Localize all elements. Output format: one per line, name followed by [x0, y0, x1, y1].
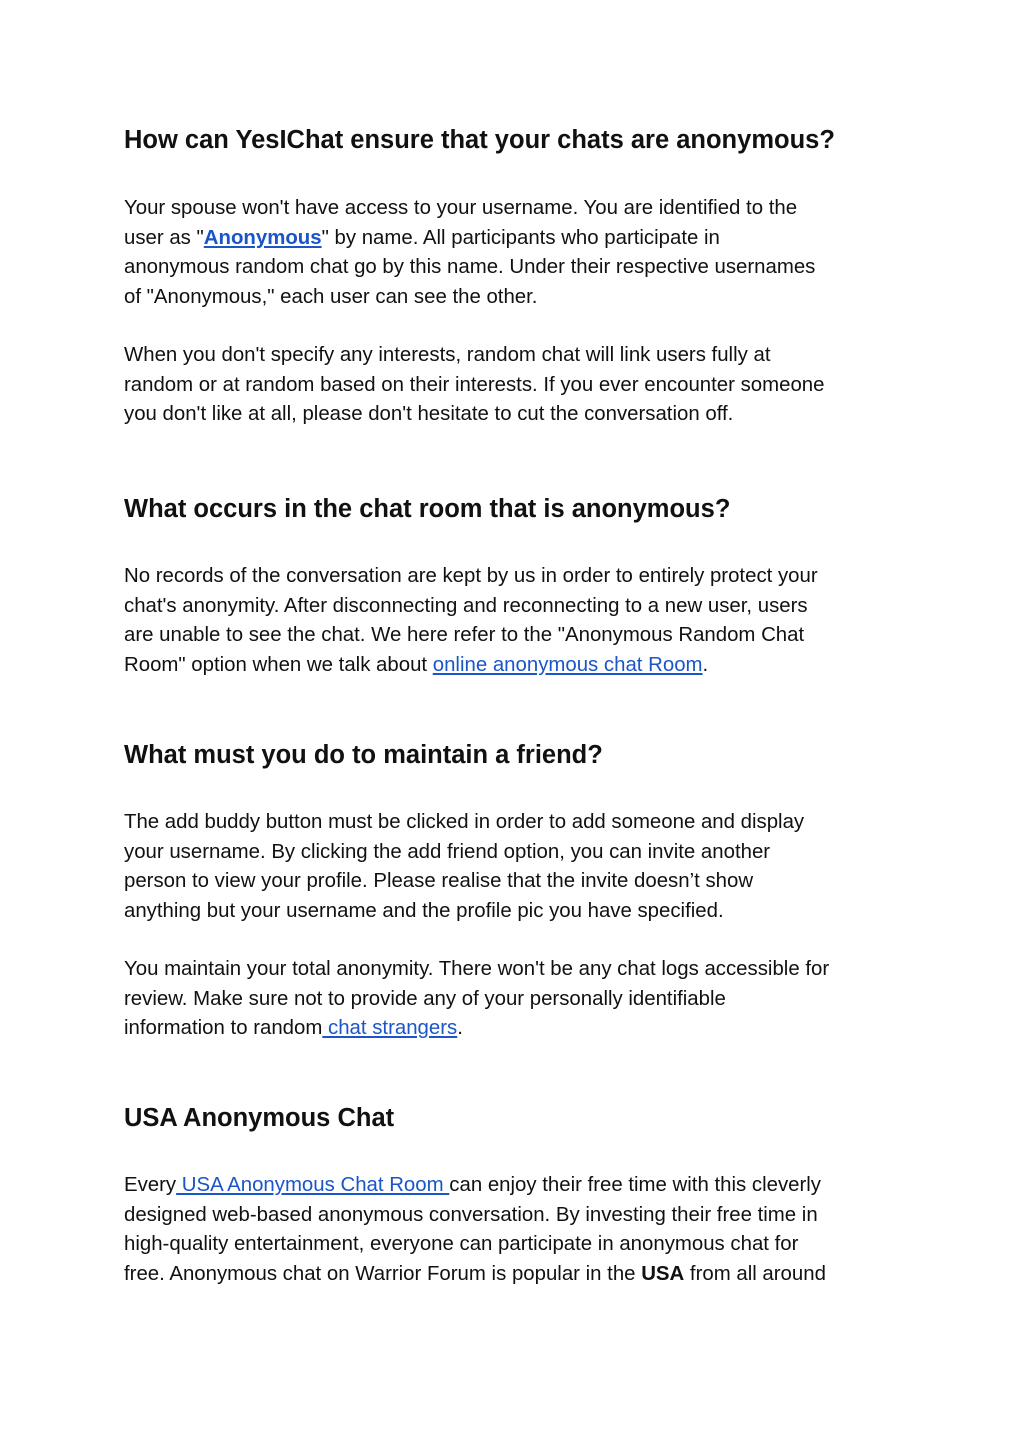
text-line: you don't like at all, please don't hesitate to cut the conversation off. [124, 403, 734, 425]
text-fragment: from all around [684, 1262, 826, 1285]
paragraph [124, 1171, 914, 1289]
paragraph [124, 194, 914, 312]
text-line: When you don't specify any interests, random chat will link users fully at [124, 344, 771, 366]
text-line: No records of the conversation are kept by us in order to entirely protect your [124, 565, 818, 587]
text-fragment: . [457, 1017, 463, 1039]
bold-text: USA [641, 1262, 685, 1285]
text-line: random or at random based on their interests. If you ever encounter someone [124, 373, 825, 396]
text-line [124, 1014, 914, 1044]
section-heading: What must you do to maintain a friend? [124, 741, 603, 769]
text-fragment: can enjoy their free time with this cleverly [449, 1174, 821, 1196]
paragraph [124, 955, 914, 1044]
text-line: You maintain your total anonymity. There won't be any chat logs accessible for [124, 958, 830, 980]
text-line: anything but your username and the profile pic you have specified. [124, 899, 724, 922]
text-fragment: . [702, 653, 709, 676]
anonymous-link[interactable]: Anonymous [203, 226, 322, 249]
section-heading: What occurs in the chat room that is anonymous? [124, 495, 731, 523]
paragraph [124, 562, 914, 680]
text-line: your username. By clicking the add friend option, you can invite another [124, 840, 771, 863]
text-line: Your spouse won't have access to your username. You are identified to the [124, 197, 798, 219]
section-heading: USA Anonymous Chat [124, 1104, 395, 1132]
section-heading: How can YesIChat ensure that your chats are anonymous? [124, 126, 835, 154]
text-line: are unable to see the chat. We here refer to the "Anonymous Random Chat [124, 624, 805, 646]
text-fragment: information to random [124, 1017, 323, 1039]
text-line: The add buddy button must be clicked in order to add someone and display [124, 811, 805, 833]
text-line [124, 224, 914, 254]
text-fragment: Every [124, 1174, 177, 1196]
text-line [124, 1171, 914, 1201]
paragraph [124, 341, 914, 430]
text-line: anonymous random chat go by this name. Under their respective usernames [124, 256, 816, 278]
text-line: review. Make sure not to provide any of your personally identifiable [124, 987, 726, 1010]
text-fragment: user as " [124, 226, 204, 249]
paragraph [124, 808, 914, 926]
text-fragment: " by name. All participants who participate in [321, 226, 720, 249]
text-line [124, 1260, 914, 1290]
online-anonymous-chat-room-link[interactable]: online anonymous chat Room [432, 653, 703, 676]
text-line: of "Anonymous," each user can see the other. [124, 285, 538, 308]
text-fragment: free. Anonymous chat on Warrior Forum is popular in the [124, 1262, 642, 1285]
usa-anonymous-chat-room-link[interactable]: USA Anonymous Chat Room [176, 1174, 450, 1196]
text-line: designed web-based anonymous conversation. By investing their free time in [124, 1203, 818, 1226]
text-fragment: Room" option when we talk about [124, 653, 433, 676]
chat-strangers-link[interactable]: chat strangers [322, 1017, 458, 1039]
text-line: person to view your profile. Please realise that the invite doesn’t show [124, 870, 754, 892]
text-line: high-quality entertainment, everyone can participate in anonymous chat for [124, 1233, 799, 1255]
text-line [124, 651, 914, 681]
text-line: chat's anonymity. After disconnecting and reconnecting to a new user, users [124, 594, 808, 617]
